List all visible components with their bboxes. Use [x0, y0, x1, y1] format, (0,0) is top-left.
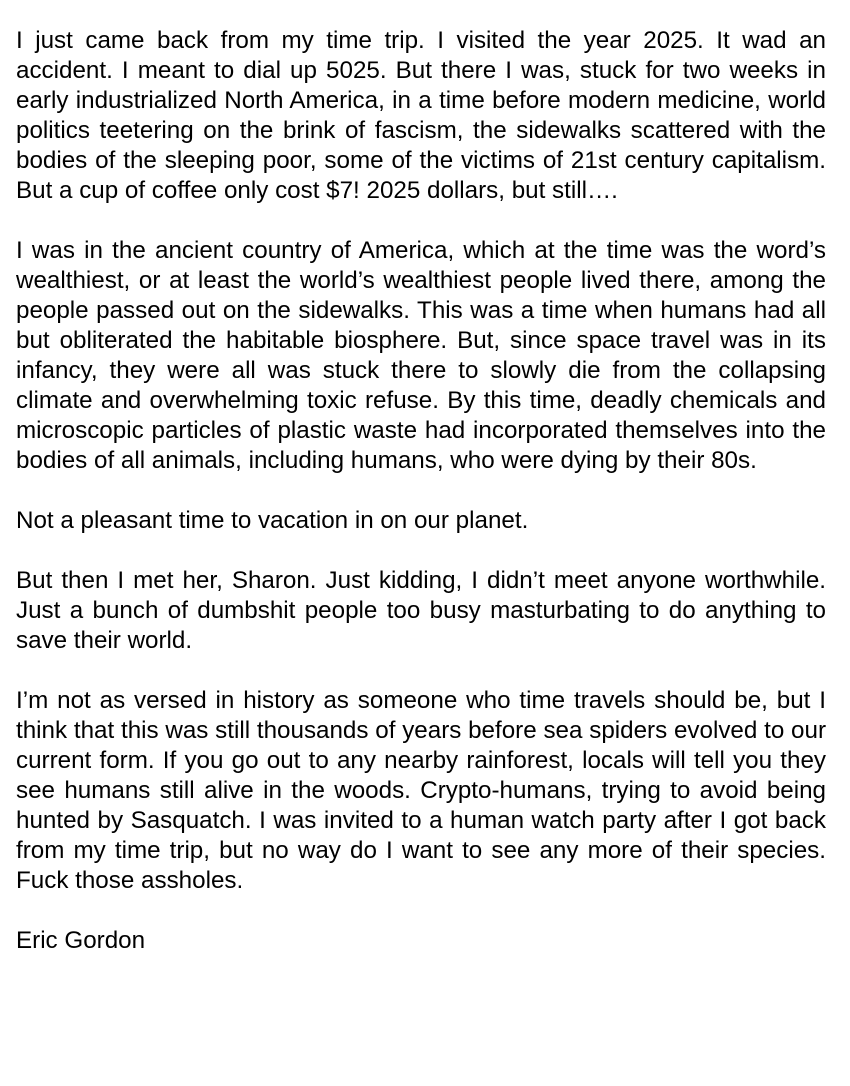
paragraph-sharon: But then I met her, Sharon. Just kidding, I didn’t meet anyone worthwhile. Just a bunch of dumbshit people too busy masturbating to do anything to save their world. [16, 567, 826, 654]
paragraph-ancient-america: I was in the ancient country of America, which at the time was the word’s wealthiest, or at least the world’s wealthiest people lived there, among the people passed out on the sidewalks. This was a time when humans had all but obliterated the habitable biosphere. But, since space travel was in its infancy, they were all was stuck there to slowly die from the collapsing climate and overwhelming toxic refuse. By this time, deadly chemicals and microscopic particles of plastic waste had incorporated themselves into the bodies of all animals, including humans, who were dying by their 80s. [16, 237, 826, 474]
paragraph-vacation: Not a pleasant time to vacation in on our planet. [16, 507, 529, 534]
paragraph-sea-spiders: I’m not as versed in history as someone who time travels should be, but I think that this was still thousands of years before sea spiders evolved to our current form. If you go out to any nearby rainforest, locals will tell you they see humans still alive in the woods. Crypto-humans, trying to avoid being hunted by Sasquatch. I was invited to a human watch party after I got back from my time trip, but no way do I want to see any more of their species. Fuck those assholes. [16, 687, 826, 894]
document-body [16, 26, 826, 956]
author-signature: Eric Gordon [16, 927, 146, 954]
paragraph-time-trip: I just came back from my time trip. I visited the year 2025. It wad an accident. I meant to dial up 5025. But there I was, stuck for two weeks in early industrialized North America, in a time before modern medicine, world politics teetering on the brink of fascism, the sidewalks scattered with the bodies of the sleeping poor, some of the victims of 21st century capitalism. But a cup of coffee only cost $7! 2025 dollars, but still…. [16, 27, 826, 204]
